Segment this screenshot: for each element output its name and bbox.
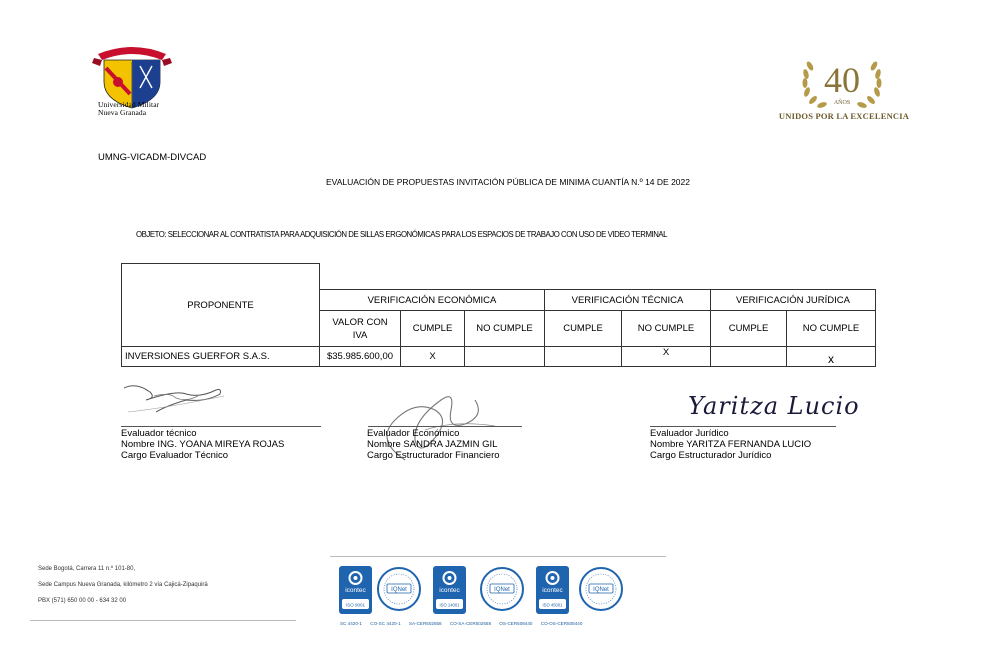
technical-signature [116,378,232,418]
university-name-line2: Nueva Granada [98,108,147,117]
document-title: EVALUACIÓN DE PROPUESTAS INVITACIÓN PÚBLICA DE MINIMA CUANTÍA N.º 14 DE 2022 [326,177,690,187]
evaluation-table [121,263,876,367]
footer-address-campus: Sede Campus Nueva Granada, kilómetro 2 vía Cajicá-Zipaquirá [38,582,208,588]
legal-complies-header: CUMPLE [711,311,787,347]
value-with-vat-header: VALOR CON IVA [320,311,401,347]
economic-evaluator-position: Cargo Estructurador Financiero [367,450,500,461]
svg-text:IQNet: IQNet [593,587,609,593]
economic-evaluator-role: Evaluador Económico [367,428,460,439]
iqnet-badge-3 [578,566,624,617]
svg-text:IQNet: IQNet [494,587,510,593]
icontec-iso9001-badge [339,566,372,619]
proponent-header: PROPONENTE [122,264,320,347]
svg-text:icontec: icontec [439,587,460,594]
legal-evaluator-name: Nombre YARITZA FERNANDA LUCIO [650,439,812,450]
technical-signature-line [121,426,321,427]
footer-contact [38,561,208,609]
cert-code: OS-CER508440 [499,621,533,626]
icontec-iso45001-badge [536,566,569,619]
technical-evaluator-role: Evaluador técnico [121,428,197,439]
svg-text:icontec: icontec [345,587,366,594]
tech-complies-mark [545,347,622,367]
technical-evaluator-position: Cargo Evaluador Técnico [121,450,229,461]
university-name-line1: Universidad Militar [98,100,160,109]
anniversary-40-logo [796,52,888,112]
economic-evaluator-name: Nombre SANDRA JAZMIN GIL [367,439,498,450]
technical-verification-header: VERIFICACIÓN TÉCNICA [545,290,711,311]
economic-signature-line [368,426,522,427]
footer-address-bogota: Sede Bogotá, Carrera 11 n.º 101-80, [38,566,136,572]
legal-not-complies-header: NO CUMPLE [787,311,876,347]
tech-not-complies-header: NO CUMPLE [622,311,711,347]
footer-divider-top [330,556,666,557]
technical-evaluator-name: Nombre ING. YOANA MIREYA ROJAS [121,439,285,450]
anniversary-number: 40 [824,60,860,100]
svg-text:ISO 45001: ISO 45001 [542,602,563,608]
economic-evaluator-block [367,428,500,461]
document-code: UMNG-VICADM-DIVCAD [98,152,207,163]
anniversary-slogan: UNIDOS POR LA EXCELENCIA [778,111,910,121]
icontec-iso14001-badge [433,566,466,619]
eco-not-complies-header: NO CUMPLE [465,311,545,347]
certification-codes [340,621,589,626]
economic-verification-header: VERIFICACIÓN ECONÓMICA [320,290,545,311]
svg-text:ISO 14001: ISO 14001 [439,602,460,608]
legal-signature-line [650,426,836,427]
legal-verification-header: VERIFICACIÓN JURÍDICA [711,290,876,311]
eco-complies-header: CUMPLE [401,311,465,347]
cert-code: CO-SC 4420-1 [370,621,401,626]
svg-text:ISO 9001: ISO 9001 [345,602,366,608]
legal-complies-mark [711,347,787,367]
anniversary-unit: AÑOS [833,100,851,106]
technical-evaluator-block [121,428,284,461]
cert-code: CO-OS-CER508440 [540,621,583,626]
proposal-value: $35.985.600,00 [320,347,401,367]
tech-complies-header: CUMPLE [545,311,622,347]
eco-not-complies-mark [465,347,545,367]
legal-not-complies-mark: x [787,347,876,367]
svg-text:icontec: icontec [542,587,563,594]
table-row [122,347,876,367]
legal-evaluator-role: Evaluador Jurídico [650,428,729,439]
cert-code: SC 4420-1 [340,621,362,626]
legal-signature: Yaritza Lucio [688,392,860,420]
cert-code: CO-SA-CER502658 [449,621,491,626]
document-object: OBJETO: SELECCIONAR AL CONTRATISTA PARA ADQUISICIÓN DE SILLAS ERGONÓMICAS PARA LOS ESPACIOS DE TRABAJO CON USO DE VIDEO TERMINAL [136,230,668,239]
iqnet-badge-1 [376,566,422,617]
proponent-name: INVERSIONES GUERFOR S.A.S. [122,347,320,367]
university-name [98,101,159,117]
footer-divider-bottom [30,620,296,621]
eco-complies-mark: X [401,347,465,367]
cert-code: SA-CER502658 [408,621,442,626]
svg-text:IQNet: IQNet [391,587,407,593]
tech-not-complies-mark: X [622,347,711,367]
legal-evaluator-position: Cargo Estructurador Jurídico [650,450,772,461]
iqnet-badge-2 [479,566,525,617]
footer-phone: PBX (571) 650 00 00 - 634 32 00 [38,598,127,604]
legal-evaluator-block [650,428,811,461]
